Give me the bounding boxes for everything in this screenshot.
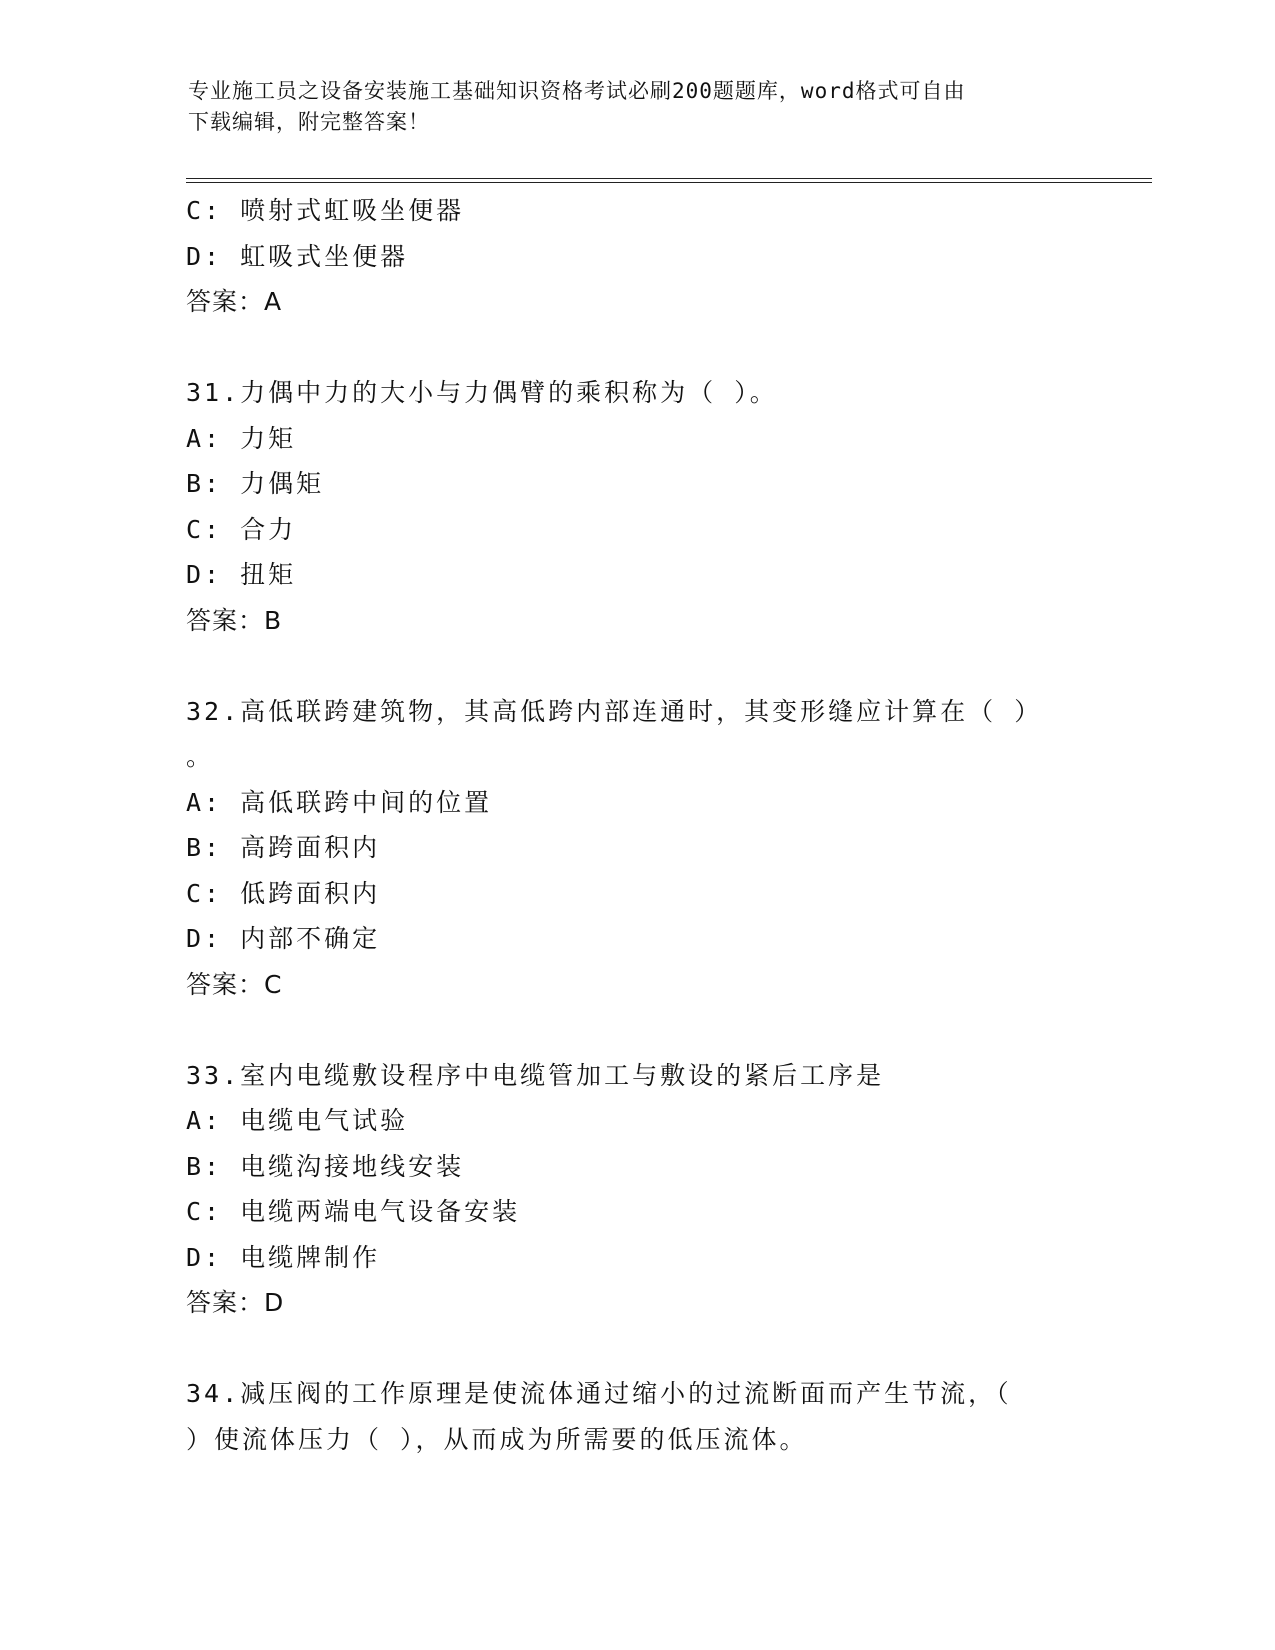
spacer (186, 643, 1146, 689)
question-32 (186, 689, 1146, 1008)
option-d: D: 扭矩 (186, 560, 297, 589)
question-text: 32.高低联跨建筑物，其高低跨内部连通时，其变形缝应计算在（ ） (186, 696, 1043, 726)
option-c: C: 喷射式虹吸坐便器 (186, 196, 465, 225)
header-divider-bottom (186, 182, 1152, 183)
document-header (188, 76, 1088, 138)
option-d: D: 内部不确定 (186, 924, 381, 953)
question-text-continued: ）使流体压力（ ），从而成为所需要的低压流体。 (186, 1424, 808, 1454)
option-a: A: 电缆电气试验 (186, 1106, 409, 1135)
header-line-2: 下载编辑，附完整答案！ (188, 110, 430, 134)
header-divider-top (186, 178, 1152, 179)
question-33 (186, 1053, 1146, 1326)
question-31 (186, 370, 1146, 643)
answer: 答案：A (186, 287, 283, 316)
question-text: 34.减压阀的工作原理是使流体通过缩小的过流断面而产生节流，（ (186, 1379, 1012, 1408)
option-d: D: 虹吸式坐便器 (186, 241, 409, 271)
question-30 (186, 188, 1146, 325)
answer: 答案：B (186, 605, 283, 635)
header-line-1: 专业施工员之设备安装施工基础知识资格考试必刷200题题库，word格式可自由 (188, 79, 966, 103)
question-text: 31.力偶中力的大小与力偶臂的乘积称为（ ）。 (186, 378, 778, 407)
option-c: C: 合力 (186, 514, 297, 544)
spacer (186, 1007, 1146, 1053)
option-c: C: 低跨面积内 (186, 878, 381, 908)
option-d: D: 电缆牌制作 (186, 1242, 381, 1272)
option-b: B: 高跨面积内 (186, 833, 381, 862)
question-text: 33.室内电缆敷设程序中电缆管加工与敷设的紧后工序是 (186, 1060, 885, 1090)
question-34 (186, 1371, 1146, 1462)
option-a: A: 力矩 (186, 423, 297, 453)
spacer (186, 325, 1146, 371)
option-c: C: 电缆两端电气设备安装 (186, 1197, 521, 1226)
question-list (186, 188, 1146, 1462)
option-b: B: 力偶矩 (186, 469, 325, 498)
option-b: B: 电缆沟接地线安装 (186, 1151, 465, 1181)
option-a: A: 高低联跨中间的位置 (186, 787, 493, 817)
question-text-continued: 。 (186, 742, 215, 771)
spacer (186, 1326, 1146, 1372)
answer: 答案：D (186, 1288, 285, 1317)
answer: 答案：C (186, 969, 283, 999)
